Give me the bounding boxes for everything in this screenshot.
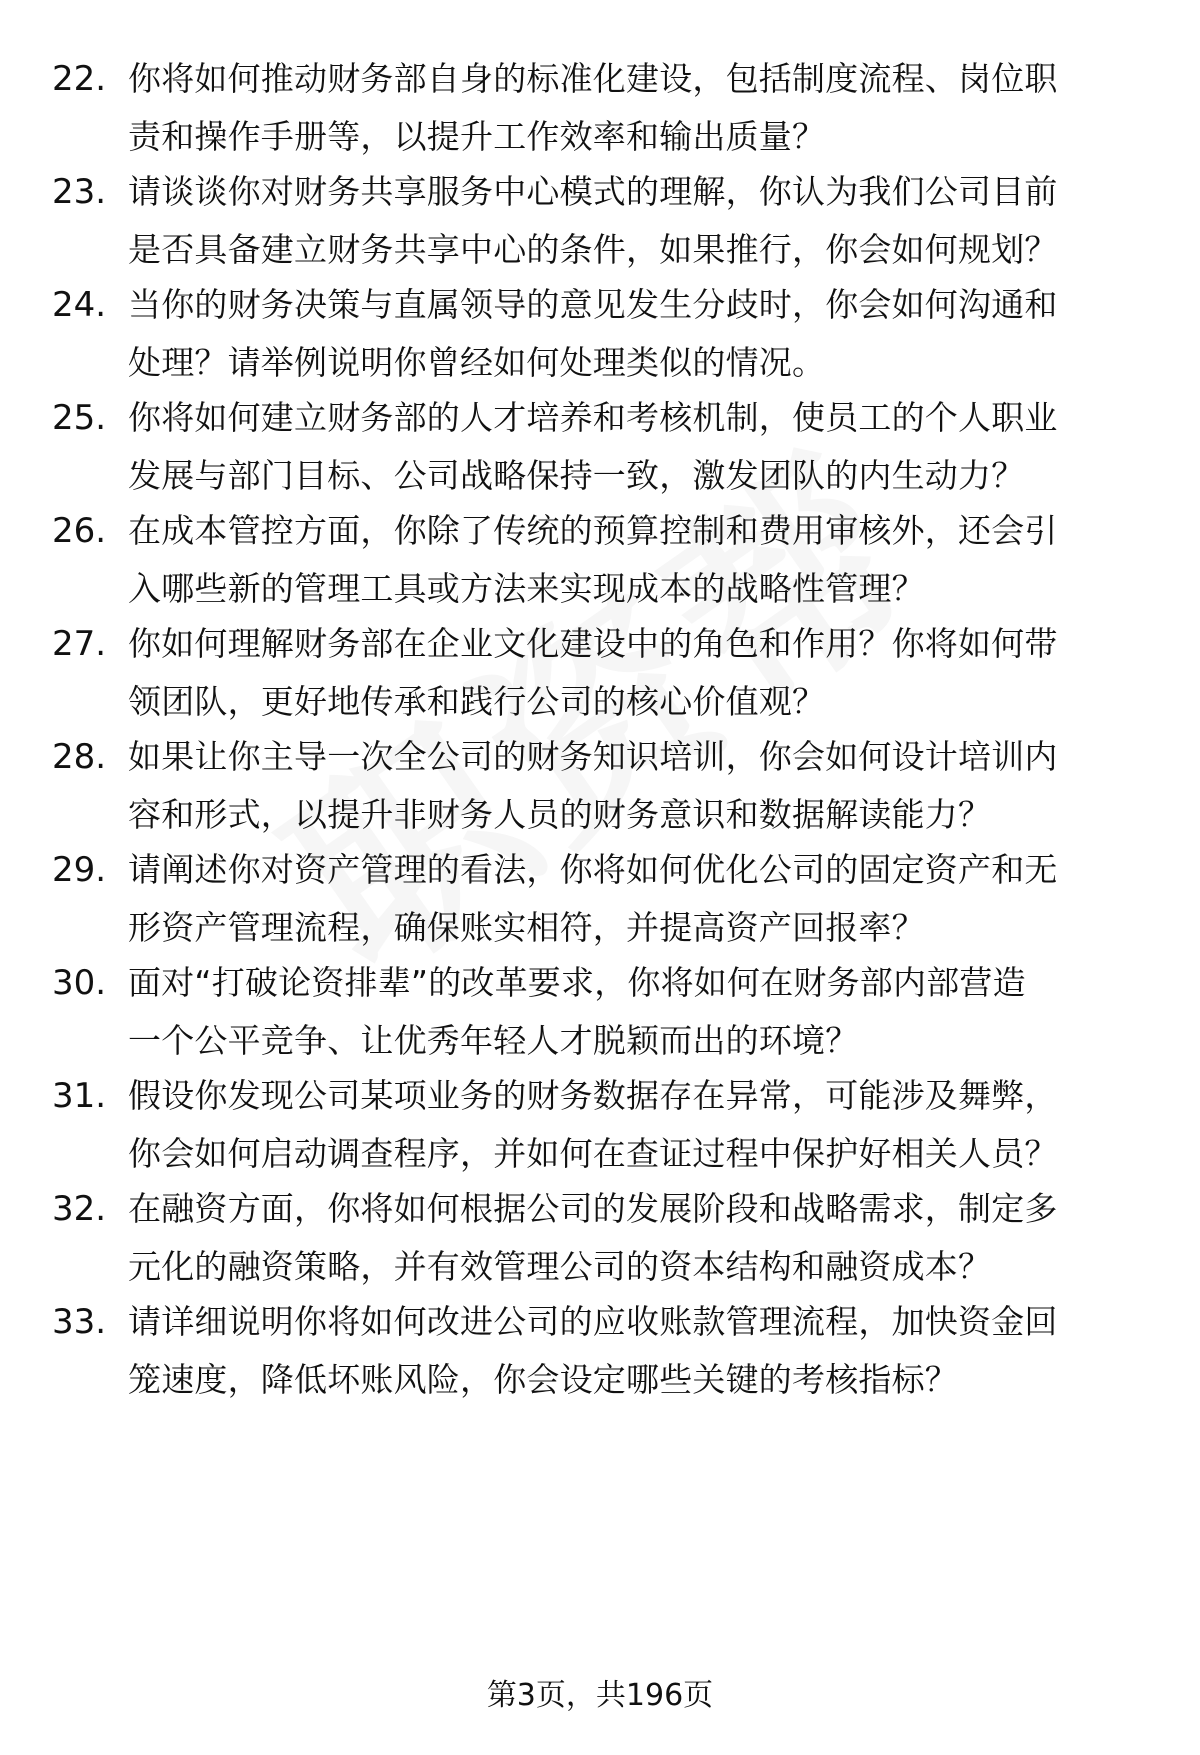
question-line: 请阐述你对资产管理的看法，你将如何优化公司的固定资产和无: [128, 850, 1058, 889]
question-line: 在成本管控方面，你除了传统的预算控制和费用审核外，还会引: [128, 511, 1058, 550]
question-number: 29.: [52, 850, 107, 890]
question-text: [128, 1180, 1138, 1296]
question-number: 23.: [52, 172, 107, 212]
question-line: 一个公平竞争、让优秀年轻人才脱颖而出的环境？: [128, 1021, 859, 1060]
question-line: 是否具备建立财务共享中心的条件，如果推行，你会如何规划？: [128, 230, 1058, 269]
question-line: 元化的融资策略，并有效管理公司的资本结构和融资成本？: [128, 1247, 992, 1286]
question-line: 假设你发现公司某项业务的财务数据存在异常，可能涉及舞弊，: [128, 1076, 1058, 1115]
question-text: [128, 954, 1138, 1070]
question-item: [0, 954, 1200, 1074]
question-line: 责和操作手册等，以提升工作效率和输出质量？: [128, 117, 826, 156]
question-text: [128, 841, 1138, 957]
question-line: 处理？请举例说明你曾经如何处理类似的情况。: [128, 343, 826, 382]
question-number: 27.: [52, 624, 107, 664]
question-text: [128, 276, 1138, 392]
question-number: 33.: [52, 1302, 107, 1342]
question-line: 你会如何启动调查程序，并如何在查证过程中保护好相关人员？: [128, 1134, 1058, 1173]
question-line: 发展与部门目标、公司战略保持一致，激发团队的内生动力？: [128, 456, 1025, 495]
question-line: 面对“打破论资排辈”的改革要求，你将如何在财务部内部营造: [128, 963, 1026, 1002]
question-line: 领团队，更好地传承和践行公司的核心价值观？: [128, 682, 826, 721]
page-footer: 第3页，共196页: [486, 1678, 714, 1713]
question-item: [0, 728, 1200, 848]
question-number: 24.: [52, 285, 107, 325]
question-number: 26.: [52, 511, 107, 551]
question-line: 如果让你主导一次全公司的财务知识培训，你会如何设计培训内: [128, 737, 1058, 776]
question-text: [128, 1067, 1138, 1183]
question-line: 请详细说明你将如何改进公司的应收账款管理流程，加快资金回: [128, 1302, 1058, 1341]
question-number: 30.: [52, 963, 107, 1003]
question-item: [0, 1293, 1200, 1413]
question-number: 28.: [52, 737, 107, 777]
question-item: [0, 276, 1200, 396]
question-item: [0, 163, 1200, 283]
question-item: [0, 1180, 1200, 1300]
question-text: [128, 50, 1138, 166]
question-text: [128, 1293, 1138, 1409]
question-number: 22.: [52, 59, 107, 99]
question-line: 在融资方面，你将如何根据公司的发展阶段和战略需求，制定多: [128, 1189, 1058, 1228]
question-text: [128, 728, 1138, 844]
question-line: 形资产管理流程，确保账实相符，并提高资产回报率？: [128, 908, 925, 947]
question-number: 25.: [52, 398, 107, 438]
question-number: 31.: [52, 1076, 107, 1116]
question-line: 你将如何建立财务部的人才培养和考核机制，使员工的个人职业: [128, 398, 1058, 437]
question-item: [0, 502, 1200, 622]
question-item: [0, 389, 1200, 509]
question-item: [0, 1067, 1200, 1187]
question-item: [0, 50, 1200, 170]
question-number: 32.: [52, 1189, 107, 1229]
question-line: 入哪些新的管理工具或方法来实现成本的战略性管理？: [128, 569, 925, 608]
question-item: [0, 615, 1200, 735]
question-item: [0, 841, 1200, 961]
question-line: 当你的财务决策与直属领导的意见发生分歧时，你会如何沟通和: [128, 285, 1058, 324]
question-text: [128, 502, 1138, 618]
question-line: 你将如何推动财务部自身的标准化建设，包括制度流程、岗位职: [128, 59, 1058, 98]
question-text: [128, 615, 1138, 731]
question-line: 你如何理解财务部在企业文化建设中的角色和作用？你将如何带: [128, 624, 1058, 663]
question-line: 请谈谈你对财务共享服务中心模式的理解，你认为我们公司目前: [128, 172, 1058, 211]
question-text: [128, 389, 1138, 505]
question-line: 容和形式，以提升非财务人员的财务意识和数据解读能力？: [128, 795, 992, 834]
question-text: [128, 163, 1138, 279]
question-line: 笼速度，降低坏账风险，你会设定哪些关键的考核指标？: [128, 1360, 958, 1399]
